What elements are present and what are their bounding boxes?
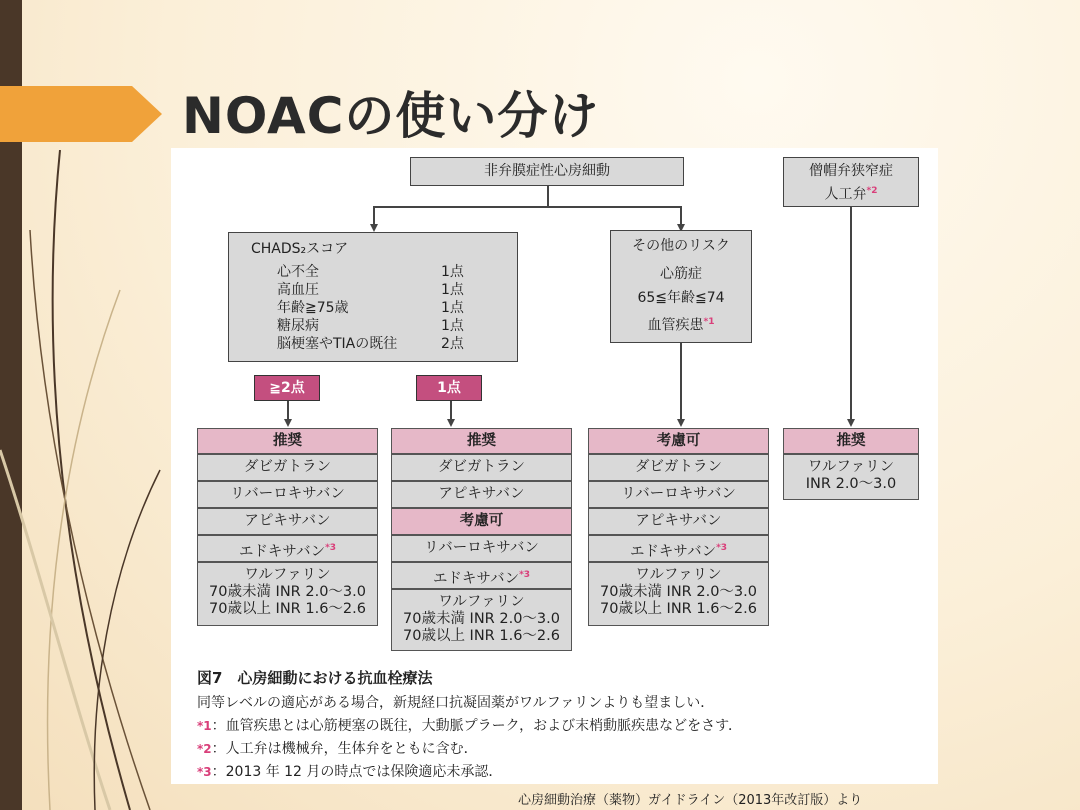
decorative-grass-lines <box>0 150 170 810</box>
badge-ge2: ≧2点 <box>254 375 320 401</box>
arrowhead <box>284 419 292 427</box>
connector <box>680 343 682 421</box>
col3-item: アピキサバン <box>588 508 769 535</box>
valve-line1: 僧帽弁狭窄症 <box>809 163 893 179</box>
other-risk-item: 心筋症 <box>660 266 702 282</box>
col2-warfarin: ワルファリン 70歳未満 INR 2.0～3.0 70歳以上 INR 1.6～2.6 <box>391 589 572 651</box>
connector <box>850 207 852 421</box>
chads-points: 1点 1点 1点 1点 2点 <box>441 264 464 352</box>
connector <box>287 401 289 421</box>
col4-header: 推奨 <box>783 428 919 454</box>
arrowhead <box>447 419 455 427</box>
col4-warfarin: ワルファリン INR 2.0～3.0 <box>783 454 919 500</box>
col2-item: ダビガトラン <box>391 454 572 481</box>
col1-item: リバーロキサバン <box>197 481 378 508</box>
root-node: 非弁膜症性心房細動 <box>410 157 684 186</box>
valve-line2: 人工弁$^{*2}$ <box>824 186 878 203</box>
connector <box>680 206 682 226</box>
col3-item: ダビガトラン <box>588 454 769 481</box>
figure-caption-text: 同等レベルの適応がある場合，新規経口抗凝固薬がワルファリンよりも望ましい． <box>197 695 715 711</box>
col1-item: アピキサバン <box>197 508 378 535</box>
col1-item: エドキサバン$^{*3}$ <box>197 535 378 562</box>
footnote-2: *2：人工弁は機械弁，生体弁をともに含む． <box>197 741 478 757</box>
other-risk-title: その他のリスク <box>632 238 730 254</box>
col1-warfarin: ワルファリン 70歳未満 INR 2.0～3.0 70歳以上 INR 1.6～2.6 <box>197 562 378 626</box>
col3-item: エドキサバン$^{*3}$ <box>588 535 769 562</box>
other-risk-item: 65≦年齢≦74 <box>637 290 725 306</box>
source-citation: 心房細動治療（薬物）ガイドライン（2013年改訂版）より <box>518 793 863 808</box>
other-risk-item: 血管疾患$^{*1}$ <box>647 317 715 334</box>
arrowhead <box>847 419 855 427</box>
arrowhead <box>370 224 378 232</box>
footnote-3: *3：2013 年 12 月の時点では保険適応未承認． <box>197 764 503 780</box>
title-arrow-marker <box>0 86 162 142</box>
chads-labels: 心不全 高血圧 年齢≧75歳 糖尿病 脳梗塞やTIAの既往 <box>277 264 398 352</box>
badge-1pt: 1点 <box>416 375 482 401</box>
valve-node <box>783 157 919 207</box>
col3-warfarin: ワルファリン 70歳未満 INR 2.0～3.0 70歳以上 INR 1.6～2.6 <box>588 562 769 626</box>
col1-item: ダビガトラン <box>197 454 378 481</box>
connector <box>547 186 549 206</box>
chads-score-box <box>228 232 518 362</box>
col3-item: リバーロキサバン <box>588 481 769 508</box>
slide-title: NOACの使い分け <box>182 87 600 145</box>
connector <box>373 206 375 226</box>
chads-title: CHADS₂スコア <box>251 241 349 257</box>
figure-caption-title: 図7 心房細動における抗血栓療法 <box>197 669 433 687</box>
col3-header: 考慮可 <box>588 428 769 454</box>
col2-subheader: 考慮可 <box>391 508 572 535</box>
connector <box>450 401 452 421</box>
footnote-1: *1：血管疾患とは心筋梗塞の既往，大動脈プラーク，および末梢動脈疾患などをさす． <box>197 718 742 734</box>
col2-item: アピキサバン <box>391 481 572 508</box>
other-risk-box <box>610 230 752 343</box>
col1-header: 推奨 <box>197 428 378 454</box>
col2-item: リバーロキサバン <box>391 535 572 562</box>
arrowhead <box>677 419 685 427</box>
connector <box>373 206 681 208</box>
col2-header: 推奨 <box>391 428 572 454</box>
col2-item: エドキサバン$^{*3}$ <box>391 562 572 589</box>
